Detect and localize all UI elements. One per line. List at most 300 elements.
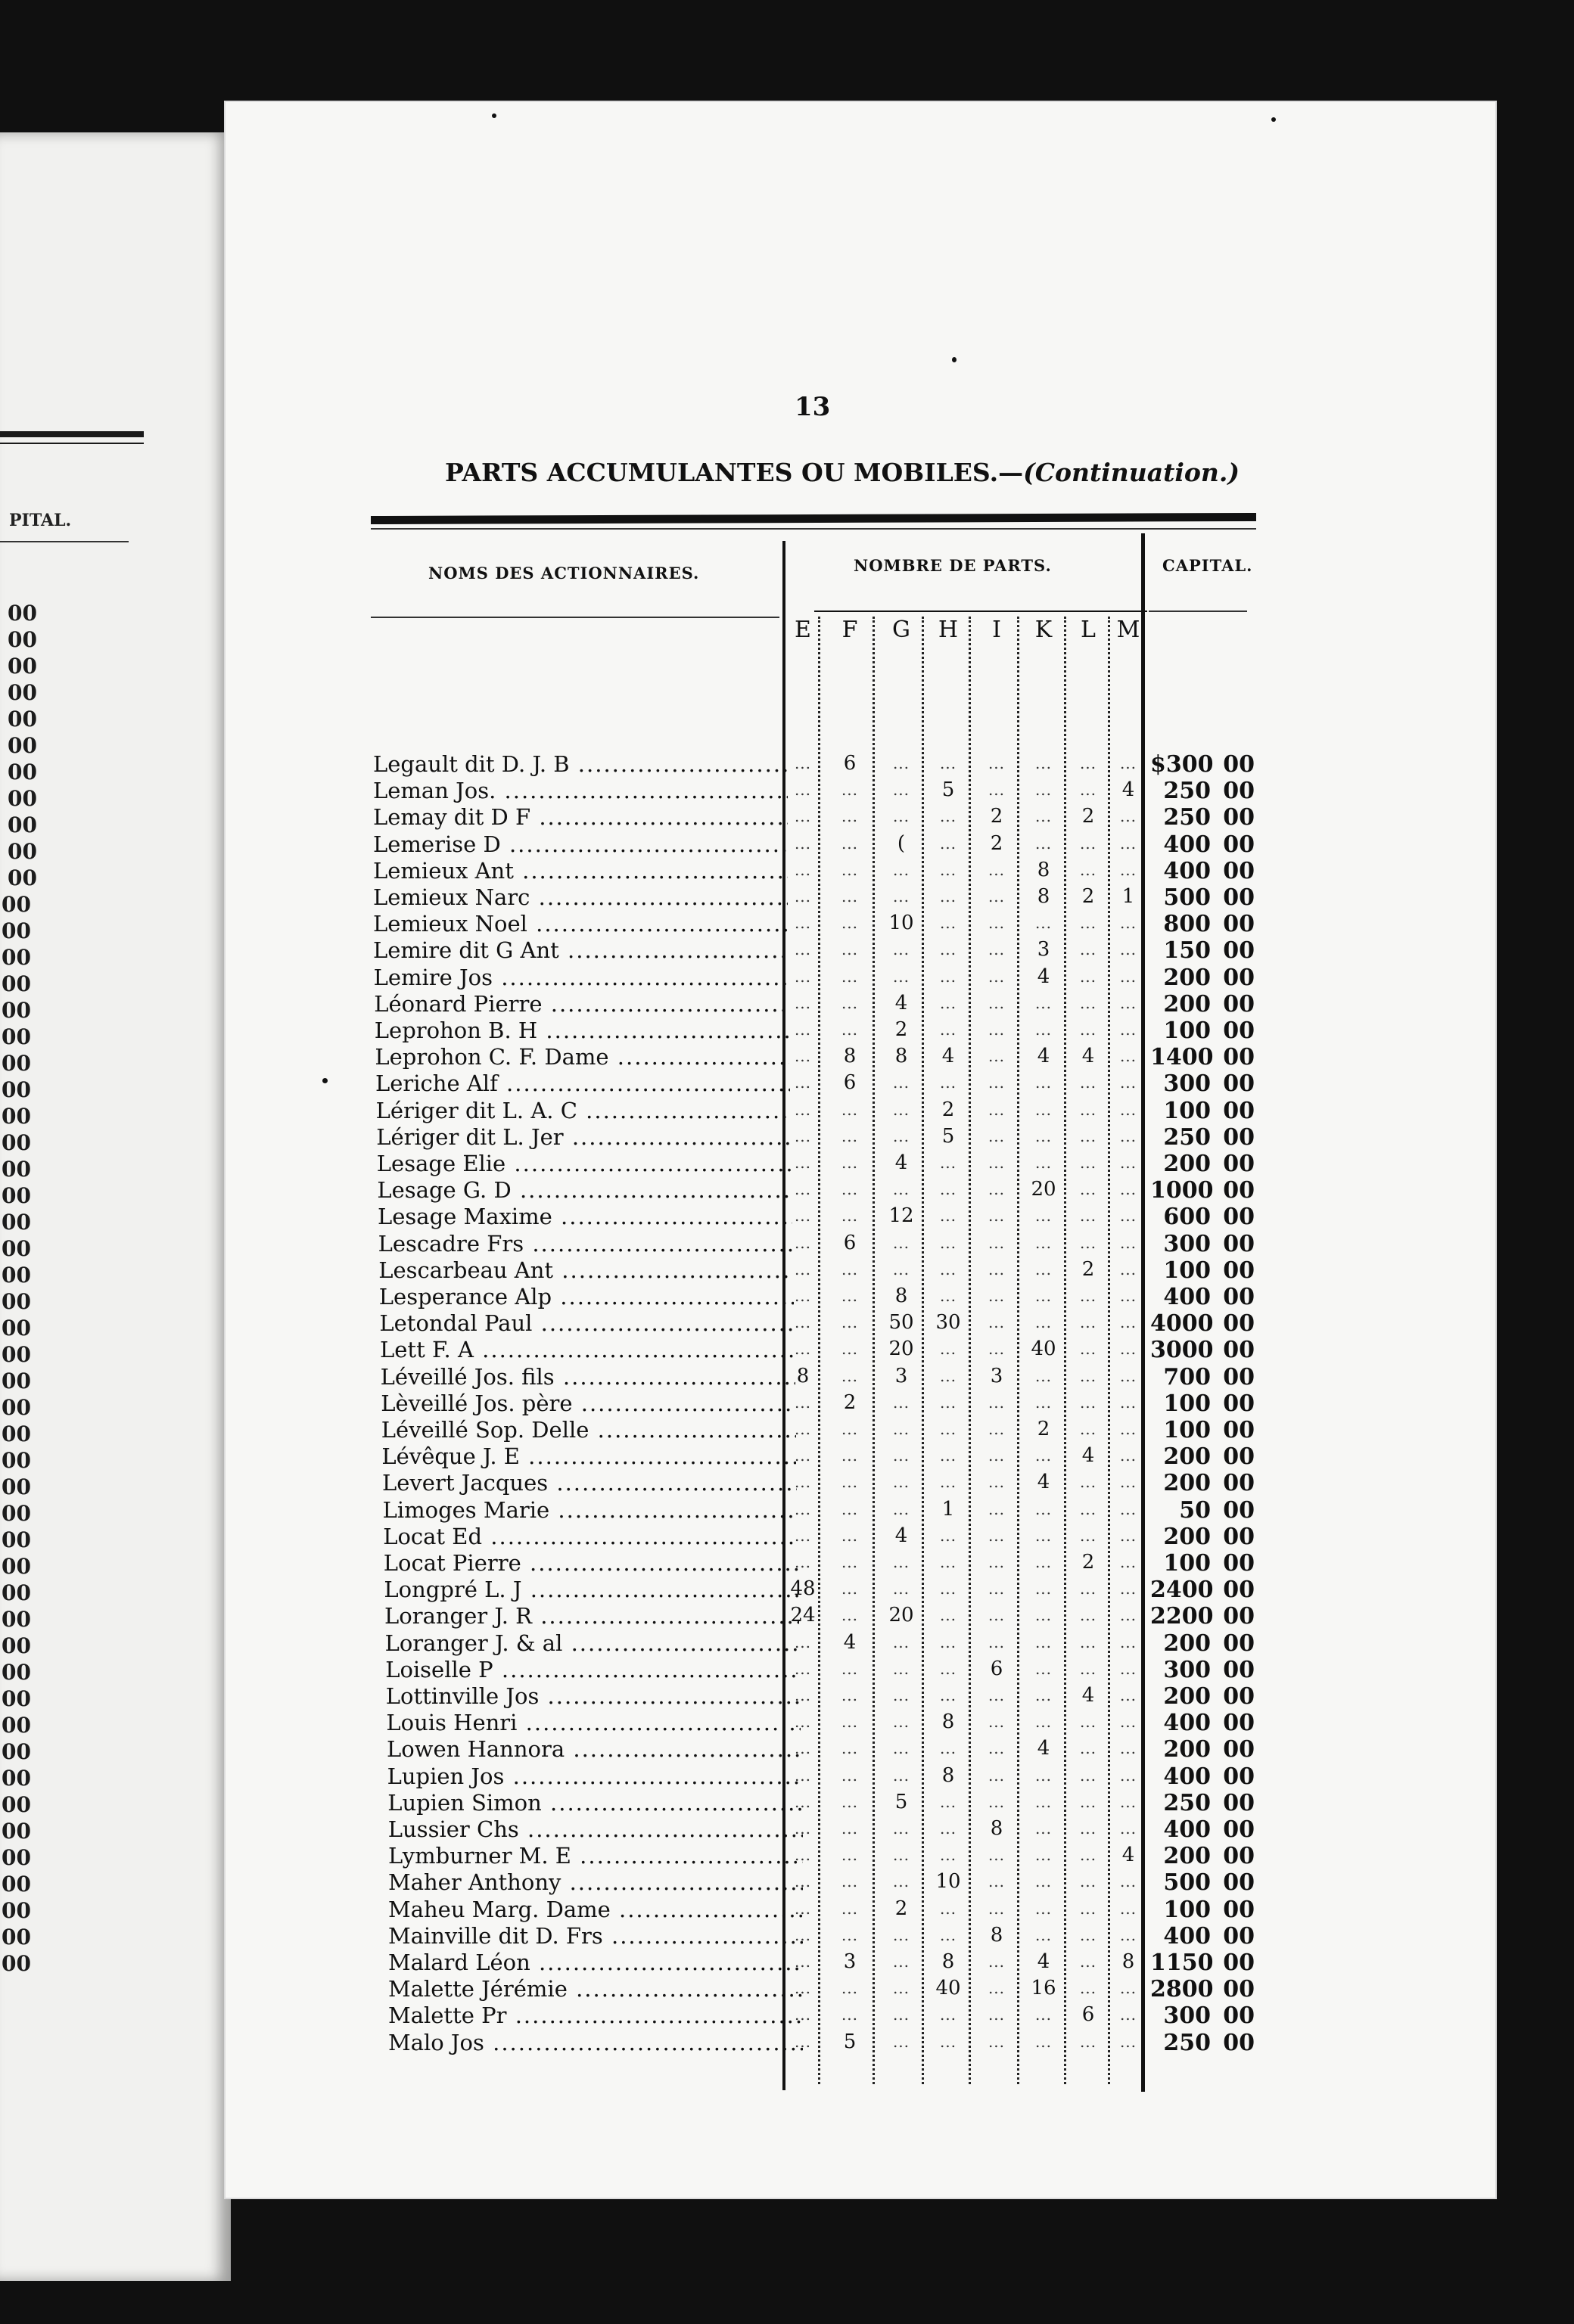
empty-cell-l: ... bbox=[1079, 1792, 1097, 1811]
empty-cell-g: ... bbox=[892, 1126, 910, 1145]
capital-dollars: 200 bbox=[1163, 1630, 1211, 1657]
capital-cents: 00 bbox=[1223, 1310, 1255, 1338]
empty-cell-f: ... bbox=[841, 1287, 859, 1305]
empty-cell-l: ... bbox=[1079, 1580, 1097, 1599]
empty-cell-k: ... bbox=[1034, 1925, 1053, 1944]
empty-cell-i: ... bbox=[988, 1473, 1006, 1492]
empty-cell-f: ... bbox=[841, 1340, 859, 1359]
shareholder-name: Lesage Elie ..... bbox=[377, 1151, 792, 1177]
shareholder-name: Lemieux Ant ..... bbox=[373, 858, 788, 884]
empty-cell-l: ... bbox=[1079, 1154, 1097, 1172]
empty-cell-h: ... bbox=[939, 2032, 957, 2051]
left-page-cents: 00 bbox=[2, 1130, 31, 1155]
empty-cell-e: ... bbox=[794, 860, 812, 879]
capital-amount bbox=[1150, 1443, 1256, 1470]
empty-cell-e: ... bbox=[794, 834, 812, 853]
capital-dollars: 250 bbox=[1163, 778, 1211, 805]
empty-cell-f: ... bbox=[841, 807, 859, 826]
shares-cell-h: 5 bbox=[941, 778, 955, 802]
left-page-rule bbox=[0, 431, 144, 437]
table-row bbox=[226, 1124, 1285, 1151]
capital-amount bbox=[1150, 1070, 1256, 1097]
empty-cell-i: ... bbox=[988, 1792, 1006, 1811]
capital-cents: 00 bbox=[1223, 1683, 1255, 1710]
table-row bbox=[226, 1736, 1285, 1763]
empty-cell-f: ... bbox=[841, 1366, 859, 1385]
capital-dollars: 600 bbox=[1163, 1204, 1211, 1231]
shareholder-name: Lemire dit G Ant ..... bbox=[373, 937, 788, 964]
empty-cell-e: ... bbox=[794, 1126, 812, 1145]
capital-cents: 00 bbox=[1223, 1763, 1255, 1790]
capital-cents: 00 bbox=[1223, 857, 1255, 884]
capital-dollars: 400 bbox=[1163, 1922, 1211, 1950]
empty-cell-h: ... bbox=[939, 1899, 957, 1918]
left-page-cents: 00 bbox=[2, 1077, 31, 1102]
capital-dollars: 400 bbox=[1163, 1284, 1211, 1310]
capital-dollars: 150 bbox=[1163, 937, 1211, 965]
shares-cell-f: 4 bbox=[843, 1630, 857, 1654]
shares-cell-l: 2 bbox=[1081, 1257, 1095, 1281]
capital-cents: 00 bbox=[1223, 1950, 1255, 1976]
capital-dollars: 300 bbox=[1163, 2002, 1211, 2030]
empty-cell-h: ... bbox=[939, 1420, 957, 1438]
capital-amount bbox=[1150, 1044, 1256, 1070]
capital-dollars: 100 bbox=[1163, 1417, 1211, 1443]
empty-cell-m: ... bbox=[1119, 1021, 1137, 1039]
shareholder-name: Loranger J. R ..... bbox=[384, 1603, 799, 1630]
capital-amount bbox=[1150, 1790, 1256, 1816]
empty-cell-l: ... bbox=[1079, 1313, 1097, 1332]
shares-cell-f: 3 bbox=[843, 1950, 857, 1973]
capital-cents: 00 bbox=[1223, 1869, 1255, 1897]
capital-dollars: 50 bbox=[1179, 1496, 1211, 1524]
shareholder-name: Locat Pierre ..... bbox=[384, 1550, 798, 1577]
empty-cell-f: ... bbox=[841, 1499, 859, 1518]
capital-dollars: 3000 bbox=[1150, 1337, 1214, 1364]
empty-cell-k: ... bbox=[1034, 1154, 1053, 1172]
empty-cell-h: ... bbox=[939, 1180, 957, 1199]
empty-cell-i: ... bbox=[988, 1126, 1006, 1145]
shares-cell-i: 2 bbox=[990, 831, 1003, 855]
empty-cell-k: ... bbox=[1034, 1260, 1053, 1279]
shareholder-name: Lemerise D ..... bbox=[373, 831, 788, 858]
empty-cell-h: ... bbox=[939, 2006, 957, 2024]
capital-amount bbox=[1150, 1151, 1256, 1177]
capital-amount bbox=[1150, 1923, 1256, 1950]
empty-cell-e: ... bbox=[794, 1021, 812, 1039]
capital-dollars: 400 bbox=[1163, 1710, 1211, 1737]
empty-cell-f: ... bbox=[841, 1713, 859, 1732]
capital-cents: 00 bbox=[1223, 1390, 1255, 1417]
capital-dollars: 2400 bbox=[1150, 1577, 1214, 1604]
empty-cell-e: ... bbox=[794, 914, 812, 933]
left-page-cents: 00 bbox=[2, 1369, 31, 1393]
empty-cell-l: ... bbox=[1079, 1633, 1097, 1651]
empty-cell-e: ... bbox=[794, 1526, 812, 1545]
left-page-cents: 00 bbox=[8, 760, 37, 785]
capital-dollars: 200 bbox=[1163, 1523, 1211, 1550]
empty-cell-e: ... bbox=[794, 887, 812, 906]
empty-cell-h: ... bbox=[939, 1021, 957, 1039]
empty-cell-i: ... bbox=[988, 1899, 1006, 1918]
shareholder-name: Letondal Paul ..... bbox=[379, 1310, 794, 1337]
empty-cell-e: ... bbox=[794, 1553, 812, 1571]
empty-cell-l: ... bbox=[1079, 1021, 1097, 1039]
left-page-cents: 00 bbox=[2, 1157, 31, 1182]
shareholder-name: Lesage Maxime ..... bbox=[378, 1204, 792, 1230]
empty-cell-h: ... bbox=[939, 1233, 957, 1252]
empty-cell-m: ... bbox=[1119, 1100, 1137, 1119]
capital-amount bbox=[1150, 1763, 1256, 1790]
empty-cell-f: ... bbox=[841, 834, 859, 853]
empty-cell-i: ... bbox=[988, 1553, 1006, 1571]
shares-cell-h: 8 bbox=[941, 1710, 955, 1734]
empty-cell-f: ... bbox=[841, 1446, 859, 1465]
empty-cell-f: ... bbox=[841, 1154, 859, 1172]
capital-cents: 00 bbox=[1223, 1097, 1255, 1124]
shares-cell-k: 4 bbox=[1037, 1737, 1050, 1760]
left-page-cents: 00 bbox=[2, 1342, 31, 1367]
empty-cell-i: ... bbox=[988, 1287, 1006, 1305]
empty-cell-k: ... bbox=[1034, 1100, 1053, 1119]
capital-cents: 00 bbox=[1223, 1070, 1255, 1098]
empty-cell-l: ... bbox=[1079, 781, 1097, 800]
empty-cell-e: ... bbox=[794, 1313, 812, 1332]
left-page-cents: 00 bbox=[2, 1792, 31, 1817]
table-row bbox=[226, 1790, 1285, 1816]
left-page-cents: 00 bbox=[2, 918, 31, 943]
empty-cell-l: ... bbox=[1079, 1979, 1097, 1998]
empty-cell-g: ... bbox=[892, 1739, 910, 1758]
capital-amount bbox=[1150, 1390, 1256, 1417]
empty-cell-g: ... bbox=[892, 1233, 910, 1252]
left-page-capital-header: PITAL. bbox=[9, 511, 72, 530]
empty-cell-e: ... bbox=[794, 1393, 812, 1412]
empty-cell-m: ... bbox=[1119, 807, 1137, 826]
capital-dollars: 100 bbox=[1163, 1018, 1211, 1044]
capital-dollars: 100 bbox=[1163, 1257, 1211, 1284]
shares-cell-k: 16 bbox=[1031, 1977, 1056, 2000]
empty-cell-i: ... bbox=[988, 967, 1006, 986]
shares-cell-g: 20 bbox=[888, 1604, 914, 1627]
table-row bbox=[226, 1683, 1285, 1710]
empty-cell-f: ... bbox=[841, 1606, 859, 1625]
empty-cell-k: ... bbox=[1034, 1499, 1053, 1518]
empty-cell-g: ... bbox=[892, 1925, 910, 1944]
empty-cell-m: ... bbox=[1119, 1366, 1137, 1385]
empty-cell-i: ... bbox=[988, 1979, 1006, 1998]
capital-amount bbox=[1150, 1018, 1256, 1044]
left-page-cents: 00 bbox=[2, 1607, 31, 1632]
empty-cell-m: ... bbox=[1119, 1180, 1137, 1199]
empty-cell-k: ... bbox=[1034, 1126, 1053, 1145]
left-page-cents: 00 bbox=[2, 1925, 31, 1950]
capital-dollars: 800 bbox=[1163, 911, 1211, 938]
empty-cell-f: ... bbox=[841, 914, 859, 933]
empty-cell-m: ... bbox=[1119, 1446, 1137, 1465]
empty-cell-f: ... bbox=[841, 1260, 859, 1279]
table-row bbox=[226, 1497, 1285, 1524]
left-page-cents: 00 bbox=[8, 601, 37, 626]
shares-cell-g: 4 bbox=[894, 1151, 908, 1174]
empty-cell-k: ... bbox=[1034, 1313, 1053, 1332]
shares-cell-h: 4 bbox=[941, 1045, 955, 1068]
empty-cell-f: ... bbox=[841, 1686, 859, 1704]
shareholder-name: Lévêque J. E ..... bbox=[381, 1443, 796, 1470]
empty-cell-f: ... bbox=[841, 860, 859, 879]
capital-dollars: 4000 bbox=[1150, 1310, 1214, 1338]
empty-cell-h: ... bbox=[939, 1606, 957, 1625]
empty-cell-m: ... bbox=[1119, 1340, 1137, 1359]
table-row bbox=[226, 1177, 1285, 1204]
empty-cell-g: ... bbox=[892, 1393, 910, 1412]
shares-cell-m: 4 bbox=[1121, 778, 1135, 802]
capital-amount bbox=[1150, 1976, 1256, 2002]
capital-dollars: 1000 bbox=[1150, 1177, 1214, 1204]
empty-cell-e: ... bbox=[794, 2032, 812, 2051]
shares-cell-g: 8 bbox=[894, 1285, 908, 1307]
left-page-cents: 00 bbox=[2, 1554, 31, 1579]
capital-cents: 00 bbox=[1223, 1577, 1255, 1604]
capital-cents: 00 bbox=[1223, 1123, 1255, 1151]
empty-cell-l: ... bbox=[1079, 1659, 1097, 1678]
capital-cents: 00 bbox=[1223, 778, 1255, 805]
shareholder-name: Lescarbeau Ant ..... bbox=[378, 1257, 793, 1284]
capital-cents: 00 bbox=[1223, 1550, 1255, 1577]
left-page-cents: 00 bbox=[8, 627, 37, 652]
capital-amount bbox=[1150, 1284, 1256, 1310]
empty-cell-e: ... bbox=[794, 781, 812, 800]
empty-cell-m: ... bbox=[1119, 940, 1137, 959]
shares-cell-k: 3 bbox=[1037, 938, 1050, 962]
empty-cell-m: ... bbox=[1119, 993, 1137, 1012]
empty-cell-e: ... bbox=[794, 1499, 812, 1518]
left-page-cents: 00 bbox=[2, 1104, 31, 1129]
capital-amount bbox=[1150, 1603, 1256, 1630]
capital-cents: 00 bbox=[1223, 1523, 1255, 1550]
shareholder-name: Lériger dit L. A. C ..... bbox=[376, 1098, 791, 1124]
empty-cell-g: ... bbox=[892, 1073, 910, 1092]
capital-amount bbox=[1150, 751, 1256, 778]
left-page-cents: 00 bbox=[2, 1289, 31, 1314]
shareholder-name: Lesperance Alp ..... bbox=[379, 1284, 794, 1310]
empty-cell-f: ... bbox=[841, 1021, 859, 1039]
shares-cell-h: 30 bbox=[935, 1311, 961, 1334]
empty-cell-i: ... bbox=[988, 1526, 1006, 1545]
capital-amount bbox=[1150, 1364, 1256, 1390]
shares-cell-k: 4 bbox=[1037, 965, 1050, 988]
empty-cell-e: ... bbox=[794, 1659, 812, 1678]
empty-cell-f: ... bbox=[841, 1659, 859, 1678]
empty-cell-k: ... bbox=[1034, 1713, 1053, 1732]
ink-speck bbox=[322, 1078, 328, 1083]
shareholder-name: Maher Anthony ..... bbox=[388, 1869, 803, 1896]
empty-cell-h: ... bbox=[939, 1154, 957, 1172]
table-row bbox=[226, 778, 1285, 804]
left-page-cents: 00 bbox=[2, 892, 31, 917]
shareholder-name: Léonard Pierre ..... bbox=[374, 991, 789, 1018]
table-row bbox=[226, 1098, 1285, 1124]
empty-cell-i: ... bbox=[988, 1100, 1006, 1119]
ledger-page bbox=[226, 102, 1495, 2198]
left-page-cents: 00 bbox=[8, 865, 37, 890]
empty-cell-m: ... bbox=[1119, 1686, 1137, 1704]
capital-cents: 00 bbox=[1223, 1363, 1255, 1390]
empty-cell-e: ... bbox=[794, 1925, 812, 1944]
empty-cell-m: ... bbox=[1119, 1420, 1137, 1438]
empty-cell-f: ... bbox=[841, 1553, 859, 1571]
empty-cell-f: ... bbox=[841, 1580, 859, 1599]
table-row bbox=[226, 804, 1285, 831]
capital-dollars: 2200 bbox=[1150, 1603, 1214, 1630]
shareholder-name: Maheu Marg. Dame ..... bbox=[388, 1897, 803, 1923]
shares-cell-k: 8 bbox=[1037, 858, 1050, 881]
left-page-cents: 00 bbox=[2, 1183, 31, 1208]
shares-cell-h: 40 bbox=[935, 1977, 961, 2000]
shareholder-name: Lupien Simon ..... bbox=[387, 1790, 802, 1816]
left-page-cents: 00 bbox=[2, 1872, 31, 1897]
table-row bbox=[226, 1070, 1285, 1097]
capital-amount bbox=[1150, 884, 1256, 911]
empty-cell-l: ... bbox=[1079, 1606, 1097, 1625]
left-page-cents: 00 bbox=[2, 1739, 31, 1764]
empty-cell-g: ... bbox=[892, 1499, 910, 1518]
table-row bbox=[226, 1018, 1285, 1044]
shareholder-name: Lèveillé Jos. père ..... bbox=[381, 1390, 795, 1417]
empty-cell-i: ... bbox=[988, 1207, 1006, 1226]
capital-amount bbox=[1150, 804, 1256, 831]
capital-amount bbox=[1150, 858, 1256, 884]
table-row bbox=[226, 1470, 1285, 1496]
empty-cell-e: ... bbox=[794, 1207, 812, 1226]
table-row bbox=[226, 1417, 1285, 1443]
capital-amount bbox=[1150, 1843, 1256, 1869]
shares-cell-f: 5 bbox=[843, 2030, 857, 2053]
column-letter: L bbox=[1081, 617, 1096, 643]
empty-cell-h: ... bbox=[939, 914, 957, 933]
shares-cell-h: 1 bbox=[941, 1497, 955, 1521]
table-row bbox=[226, 1710, 1285, 1736]
capital-amount bbox=[1150, 778, 1256, 804]
header-names: NOMS DES ACTIONNAIRES. bbox=[428, 564, 700, 583]
capital-cents: 00 bbox=[1223, 1922, 1255, 1950]
empty-cell-h: ... bbox=[939, 834, 957, 853]
shares-cell-g: 8 bbox=[894, 1045, 908, 1068]
empty-cell-e: ... bbox=[794, 1154, 812, 1172]
header-capital: CAPITAL. bbox=[1162, 556, 1253, 575]
capital-dollars: 200 bbox=[1163, 1843, 1211, 1870]
shareholder-name: Leman Jos. ..... bbox=[373, 778, 788, 804]
left-page-cents: 00 bbox=[2, 1898, 31, 1923]
empty-cell-i: ... bbox=[988, 1580, 1006, 1599]
empty-cell-g: ... bbox=[892, 1846, 910, 1865]
empty-cell-f: ... bbox=[841, 967, 859, 986]
empty-cell-g: ... bbox=[892, 1180, 910, 1199]
empty-cell-i: ... bbox=[988, 1420, 1006, 1438]
shares-cell-m: 8 bbox=[1121, 1950, 1135, 1973]
empty-cell-m: ... bbox=[1119, 834, 1137, 853]
table-row bbox=[226, 1869, 1285, 1896]
empty-cell-g: ... bbox=[892, 2032, 910, 2051]
capital-cents: 00 bbox=[1223, 1257, 1255, 1284]
left-page-cents: 00 bbox=[2, 1819, 31, 1844]
empty-cell-i: ... bbox=[988, 1313, 1006, 1332]
empty-cell-m: ... bbox=[1119, 1260, 1137, 1279]
empty-cell-l: ... bbox=[1079, 1739, 1097, 1758]
table-row bbox=[226, 1284, 1285, 1310]
empty-cell-e: ... bbox=[794, 1420, 812, 1438]
empty-cell-e: ... bbox=[794, 1953, 812, 1971]
capital-cents: 00 bbox=[1223, 1496, 1255, 1524]
empty-cell-k: ... bbox=[1034, 1606, 1053, 1625]
shares-cell-g: ( bbox=[897, 831, 906, 855]
empty-cell-k: ... bbox=[1034, 1792, 1053, 1811]
empty-cell-h: ... bbox=[939, 1925, 957, 1944]
empty-cell-e: ... bbox=[794, 1180, 812, 1199]
empty-cell-i: ... bbox=[988, 1260, 1006, 1279]
capital-cents: 00 bbox=[1223, 1443, 1255, 1471]
empty-cell-k: ... bbox=[1034, 1207, 1053, 1226]
empty-cell-l: ... bbox=[1079, 754, 1097, 772]
empty-cell-i: ... bbox=[988, 993, 1006, 1012]
empty-cell-h: ... bbox=[939, 1287, 957, 1305]
empty-cell-i: ... bbox=[988, 860, 1006, 879]
empty-cell-f: ... bbox=[841, 1313, 859, 1332]
empty-cell-e: ... bbox=[794, 993, 812, 1012]
capital-cents: 00 bbox=[1223, 1816, 1255, 1843]
empty-cell-i: ... bbox=[988, 1340, 1006, 1359]
capital-dollars: 200 bbox=[1163, 1683, 1211, 1710]
capital-dollars: 300 bbox=[1163, 1656, 1211, 1683]
capital-dollars: 1400 bbox=[1150, 1044, 1214, 1071]
shareholder-name: Leprohon C. F. Dame ..... bbox=[375, 1044, 789, 1070]
left-page-rule-thin bbox=[0, 443, 144, 444]
empty-cell-f: ... bbox=[841, 1126, 859, 1145]
table-row bbox=[226, 1763, 1285, 1790]
empty-cell-k: ... bbox=[1034, 1393, 1053, 1412]
empty-cell-g: ... bbox=[892, 967, 910, 986]
empty-cell-k: ... bbox=[1034, 1553, 1053, 1571]
title-rule-thin bbox=[371, 528, 1256, 530]
empty-cell-l: ... bbox=[1079, 1473, 1097, 1492]
empty-cell-e: ... bbox=[794, 2006, 812, 2024]
capital-amount bbox=[1150, 1231, 1256, 1257]
left-page-cents: 00 bbox=[2, 998, 31, 1023]
shareholder-name: Lupien Jos ..... bbox=[387, 1763, 802, 1790]
empty-cell-l: ... bbox=[1079, 914, 1097, 933]
capital-dollars: 100 bbox=[1163, 1550, 1211, 1577]
empty-cell-l: ... bbox=[1079, 1180, 1097, 1199]
page-number: 13 bbox=[795, 392, 831, 422]
capital-amount bbox=[1150, 1869, 1256, 1896]
shareholder-name: Lériger dit L. Jer ..... bbox=[376, 1124, 791, 1151]
capital-amount bbox=[1150, 1524, 1256, 1550]
empty-cell-f: ... bbox=[841, 993, 859, 1012]
shareholder-name: Levert Jacques ..... bbox=[382, 1470, 797, 1496]
capital-amount bbox=[1150, 1710, 1256, 1736]
empty-cell-h: ... bbox=[939, 754, 957, 772]
empty-cell-h: ... bbox=[939, 1340, 957, 1359]
empty-cell-m: ... bbox=[1119, 1313, 1137, 1332]
shares-cell-k: 2 bbox=[1037, 1418, 1050, 1440]
empty-cell-k: ... bbox=[1034, 1659, 1053, 1678]
capital-amount bbox=[1150, 1736, 1256, 1763]
empty-cell-l: ... bbox=[1079, 834, 1097, 853]
empty-cell-h: ... bbox=[939, 940, 957, 959]
empty-cell-g: ... bbox=[892, 807, 910, 826]
empty-cell-f: ... bbox=[841, 2006, 859, 2024]
empty-cell-e: ... bbox=[794, 1819, 812, 1838]
